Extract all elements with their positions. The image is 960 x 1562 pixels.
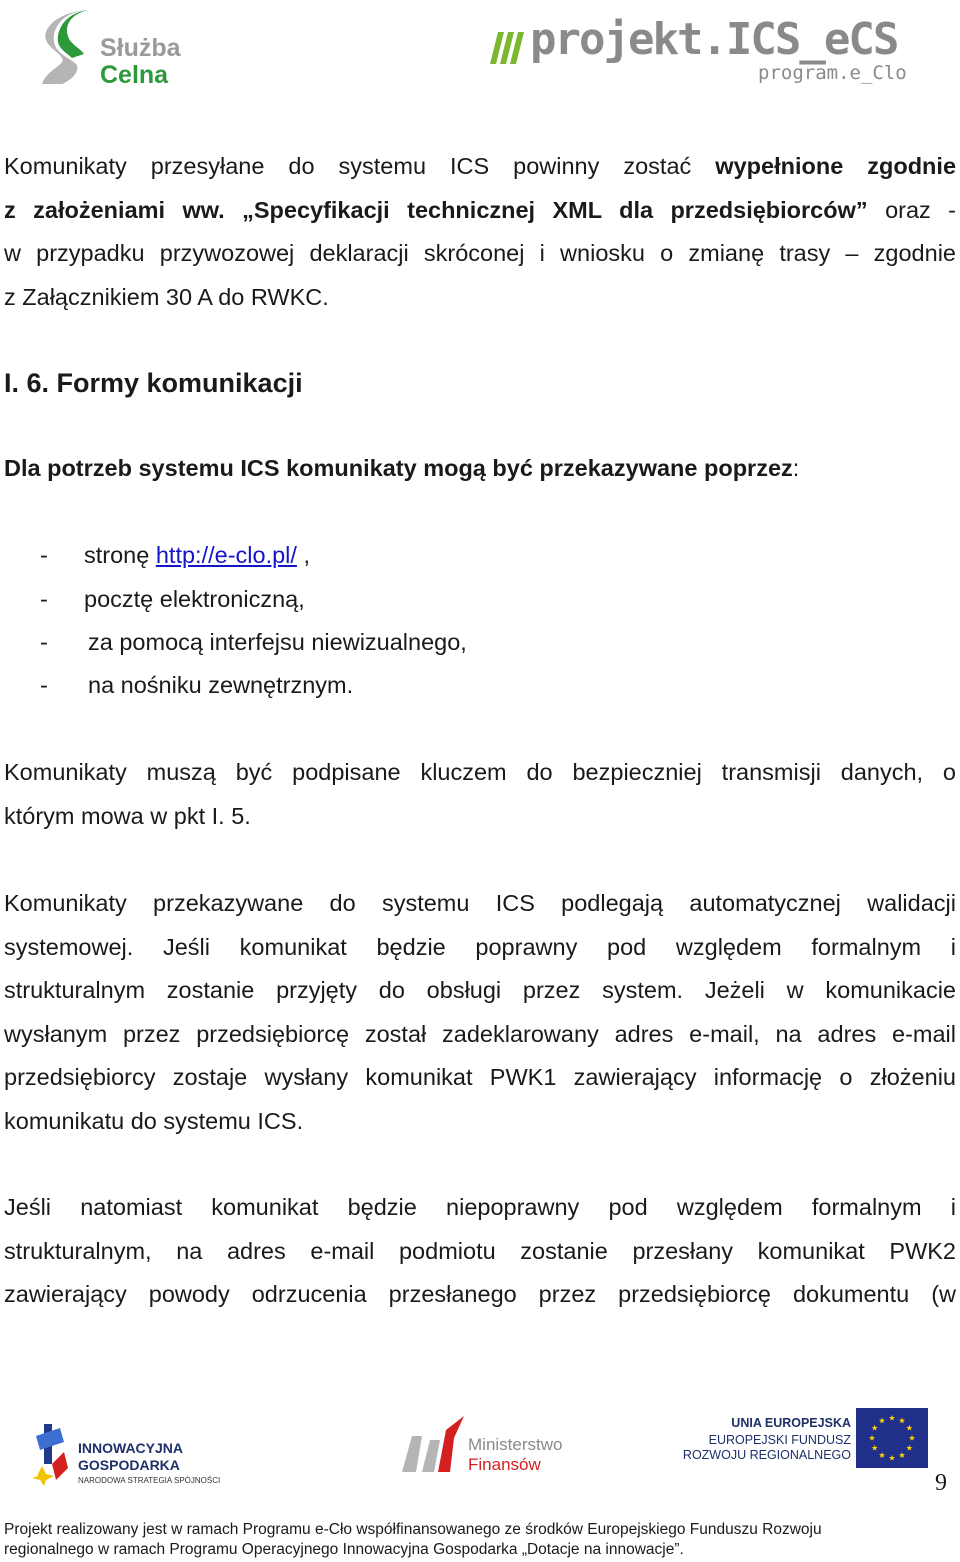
footer-note xyxy=(4,1520,822,1560)
ue-line-3: ROZWOJU REGIONALNEGO xyxy=(682,1448,851,1462)
list-item-3: za pomocą interfejsu niewizualnego, xyxy=(88,629,467,655)
p4-line-1: Jeśli natomiast komunikat będzie niepoprawny pod względem formalnym i xyxy=(4,1194,956,1220)
intro-line xyxy=(4,455,799,482)
p3-line-2: systemowej. Jeśli komunikat będzie poprawny pod względem formalnym i xyxy=(4,933,956,960)
list-item-1-comma: , xyxy=(303,542,310,568)
intro-bold: Dla potrzeb systemu ICS komunikaty mogą być przekazywane poprzez xyxy=(4,455,793,481)
ue-line-1: UNIA EUROPEJSKA xyxy=(731,1416,851,1430)
paragraph-4 xyxy=(4,1186,956,1317)
ig-line-2: GOSPODARKA xyxy=(78,1457,180,1473)
p3-line-4: wysłanym przez przedsiębiorcę został zadeklarowany adres e-mail, na adres e-mail xyxy=(4,1020,956,1047)
ig-emblem-icon xyxy=(30,1424,72,1486)
mf-line-1: Ministerstwo xyxy=(468,1435,563,1454)
ministerstwo-finansow-logo xyxy=(402,1416,572,1476)
ig-line-3: NARODOWA STRATEGIA SPÓJNOŚCI xyxy=(78,1476,221,1485)
p1-bold-a: wypełnione zgodnie xyxy=(715,153,957,179)
ig-line-1: INNOWACYJNA xyxy=(78,1440,184,1456)
list-dash-4: - xyxy=(40,672,48,698)
ue-line-2: EUROPEJSKI FUNDUSZ xyxy=(708,1433,851,1447)
unia-europejska-logo xyxy=(682,1404,936,1478)
list-item-1-text: stronę xyxy=(84,542,150,568)
ics-logo-main: projekt.ICS_eCS xyxy=(530,14,898,65)
list-item-2: pocztę elektroniczną, xyxy=(84,586,305,612)
eu-flag-icon xyxy=(856,1408,928,1468)
p1-line-1 xyxy=(4,145,956,189)
stripes-icon xyxy=(490,32,530,72)
list-dash-3: - xyxy=(40,629,48,655)
footer-note-line-1: Projekt realizowany jest w ramach Programu e-Cło współfinansowanego ze środków Europejskiego Funduszu Rozwoju xyxy=(4,1521,822,1538)
list-dash-2: - xyxy=(40,586,48,612)
p1-line-2 xyxy=(4,189,956,233)
p2-line-2: którym mowa w pkt I. 5. xyxy=(4,802,251,829)
p3-line-5: przedsiębiorcy zostaje wysłany komunikat PWK1 zawierający informację o złożeniu xyxy=(4,1064,956,1090)
list-dash-1: - xyxy=(40,542,48,568)
paragraph-1 xyxy=(4,145,956,319)
p1-text-b: oraz - xyxy=(885,196,957,223)
p4-line-3: zawierający powody odrzucenia przesłanego przez przedsiębiorcę dokumentu (w xyxy=(4,1281,956,1307)
section-heading: I. 6. Formy komunikacji xyxy=(4,368,303,398)
p2-line-1: Komunikaty muszą być podpisane kluczem do bezpieczniej transmisji danych, o xyxy=(4,759,956,785)
paragraph-2 xyxy=(4,751,956,838)
p3-line-6: komunikatu do systemu ICS. xyxy=(4,1107,304,1134)
p4-line-2: strukturalnym, na adres e-mail podmiotu zostanie przesłany komunikat PWK2 xyxy=(4,1237,956,1264)
innowacyjna-gospodarka-logo xyxy=(30,1422,221,1490)
mf-emblem-icon xyxy=(402,1416,464,1472)
page-number: 9 xyxy=(935,1470,947,1496)
p1-text-a: Komunikaty przesyłane do systemu ICS powinny zostać xyxy=(4,153,692,179)
paragraph-3 xyxy=(4,882,956,1143)
intro-colon: : xyxy=(792,455,800,481)
footer-note-line-2: regionalnego w ramach Programu Operacyjnego Innowacyjna Gospodarka „Dotacje na innowacje”. xyxy=(4,1541,684,1558)
p3-line-3: strukturalnym zostanie przyjęty do obsługi przez system. Jeżeli w komunikacie xyxy=(4,977,956,1003)
sluzba-celna-emblem-icon xyxy=(36,6,106,88)
list-item-4: na nośniku zewnętrznym. xyxy=(88,672,354,698)
celna-label: Celna xyxy=(100,61,169,89)
mf-line-2: Finansów xyxy=(468,1455,541,1474)
p1-line-3: w przypadku przywozowej deklaracji skróconej i wniosku o zmianę trasy – zgodnie xyxy=(4,240,956,266)
sluzba-label: Służba xyxy=(100,34,181,62)
p1-line-4: z Załącznikiem 30 A do RWKC. xyxy=(4,283,329,310)
list-item-1 xyxy=(84,542,310,569)
p1-bold-b: z założeniami ww. „Specyfikacji technicznej XML dla przedsiębiorców” xyxy=(4,196,868,223)
ics-logo-sub: program.e_Clo xyxy=(758,62,907,84)
p3-line-1: Komunikaty przekazywane do systemu ICS podlegają automatycznej walidacji xyxy=(4,890,956,916)
eclo-link[interactable]: http://e-clo.pl/ xyxy=(155,542,297,568)
